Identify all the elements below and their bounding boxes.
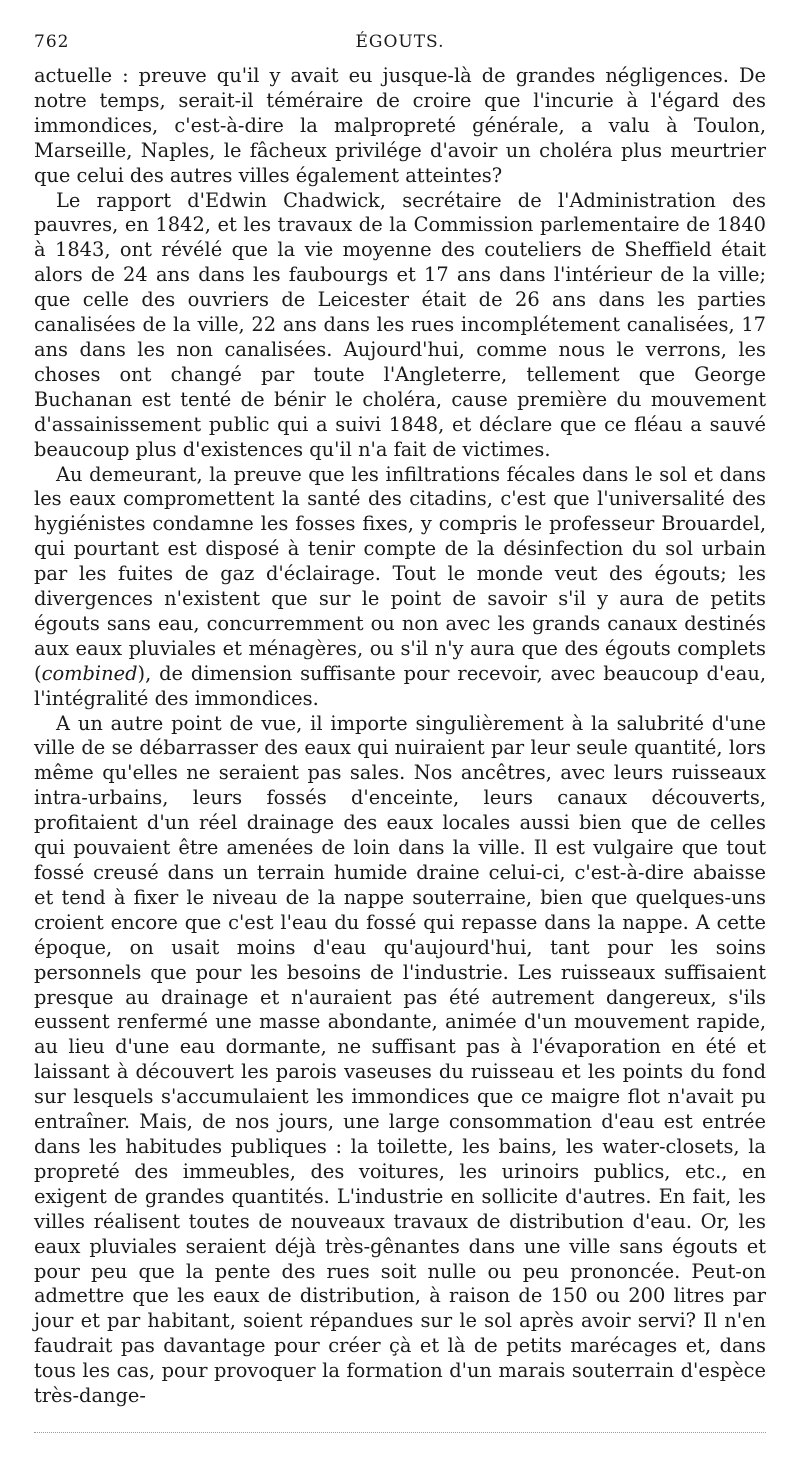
running-header xyxy=(34,28,766,54)
paragraph-water-drainage: A un autre point de vue, il importe singulièrement à la salubrité d'une ville de se débarrasser des eaux qui nuiraient par leur seule quantité, lors même qu'elles ne seraient pas sales. Nos ancêtres, avec leurs ruisseaux intra-urbains, leurs fossés d'enceinte, leurs canaux découverts, profitaient d'un réel drainage des eaux locales aussi bien que de celles qui pouvaient être amenées de loin dans la ville. Il est vulgaire que tout fossé creusé dans un terrain humide draine celui-ci, c'est-à-dire abaisse et tend à fixer le niveau de la nappe souterraine, bien que quelques-uns croient encore que c'est l'eau du fossé qui repasse dans la nappe. A cette époque, on usait moins d'eau qu'aujourd'hui, tant pour les soins personnels que pour les besoins de l'industrie. Les ruisseaux suffisaient presque au drainage et n'auraient pas été autrement dangereux, s'ils eussent renfermé une masse abondante, animée d'un mouvement rapide, au lieu d'une eau dormante, ne suffisant pas à l'évaporation en été et laissant à découvert les parois vaseuses du ruisseau et les points du fond sur lesquels s'accumulaient les immondices que ce maigre flot n'avait pu entraîner. Mais, de nos jours, une large consommation d'eau est entrée dans les habitudes publiques : la toilette, les bains, les water-closets, la propreté des immeubles, des voitures, les urinoirs publics, etc., en exigent de grandes quantités. L'industrie en sollicite d'autres. En fait, les villes réalisent toutes de nouveaux travaux de distribution d'eau. Or, les eaux pluviales seraient déjà très-gênantes dans une ville sans égouts et pour peu que la pente des rues soit nulle ou peu prononcée. Peut-on admettre que les eaux de distribution, à raison de 150 ou 200 litres par jour et par habitant, soient répandues sur le sol après avoir servi? Il n'en faudrait pas davantage pour créer çà et là de petits marécages et, dans tous les cas, pour provoquer la formation d'un marais souterrain d'espèce très-dange- xyxy=(34,711,766,1408)
page-number: 762 xyxy=(34,32,70,52)
paragraph-continuation: actuelle : preuve qu'il y avait eu jusque-là de grandes négligences. De notre temps, serait-il téméraire de croire que l'incurie à l'égard des immondices, c'est-à-dire la malpropreté générale, a valu à Toulon, Marseille, Naples, le fâcheux privilége d'avoir un choléra plus meurtrier que celui des autres villes également atteintes? xyxy=(34,64,766,187)
paragraph-fecal-infiltration xyxy=(34,463,766,712)
running-title: ÉGOUTS. xyxy=(355,32,445,52)
paragraph-text-after: ), de dimension suffisante pour recevoir, avec beaucoup d'eau, l'intégralité des immondices. xyxy=(34,661,766,710)
emphasized-term: combined xyxy=(41,661,138,685)
body-text xyxy=(34,64,766,1409)
paragraph-chadwick-report: Le rapport d'Edwin Chadwick, secrétaire de l'Administration des pauvres, en 1842, et les travaux de la Commission parlementaire de 1840 à 1843, ont révélé que la vie moyenne des couteliers de Sheffield était alors de 24 ans dans les faubourgs et 17 ans dans l'intérieur de la ville; que celle des ouvriers de Leicester était de 26 ans dans les parties canalisées de la ville, 22 ans dans les rues incomplétement canalisées, 17 ans dans les non canalisées. Aujourd'hui, comme nous le verrons, les choses ont changé par toute l'Angleterre, tellement que George Buchanan est tenté de bénir le choléra, cause première du mouvement d'assainissement public qui a suivi 1848, et déclare que ce fléau a sauvé beaucoup plus d'existences qu'il n'a fait de victimes. xyxy=(34,188,766,461)
paragraph-text-before: Au demeurant, la preuve que les infiltrations fécales dans le sol et dans les eaux compromettent la santé des citadins, c'est que l'universalité des hygiénistes condamne les fosses fixes, y compris le professeur Brouardel, qui pourtant est disposé à tenir compte de la désinfection du sol urbain par les fuites de gaz d'éclairage. Tout le monde veut des égouts; les divergences n'existent que sur le point de savoir s'il y aura de petits égouts sans eau, concurremment ou non avec les grands canaux destinés aux eaux pluviales et ménagères, ou s'il n'y aura que des égouts complets ( xyxy=(34,462,766,685)
footer-divider xyxy=(34,1432,766,1433)
